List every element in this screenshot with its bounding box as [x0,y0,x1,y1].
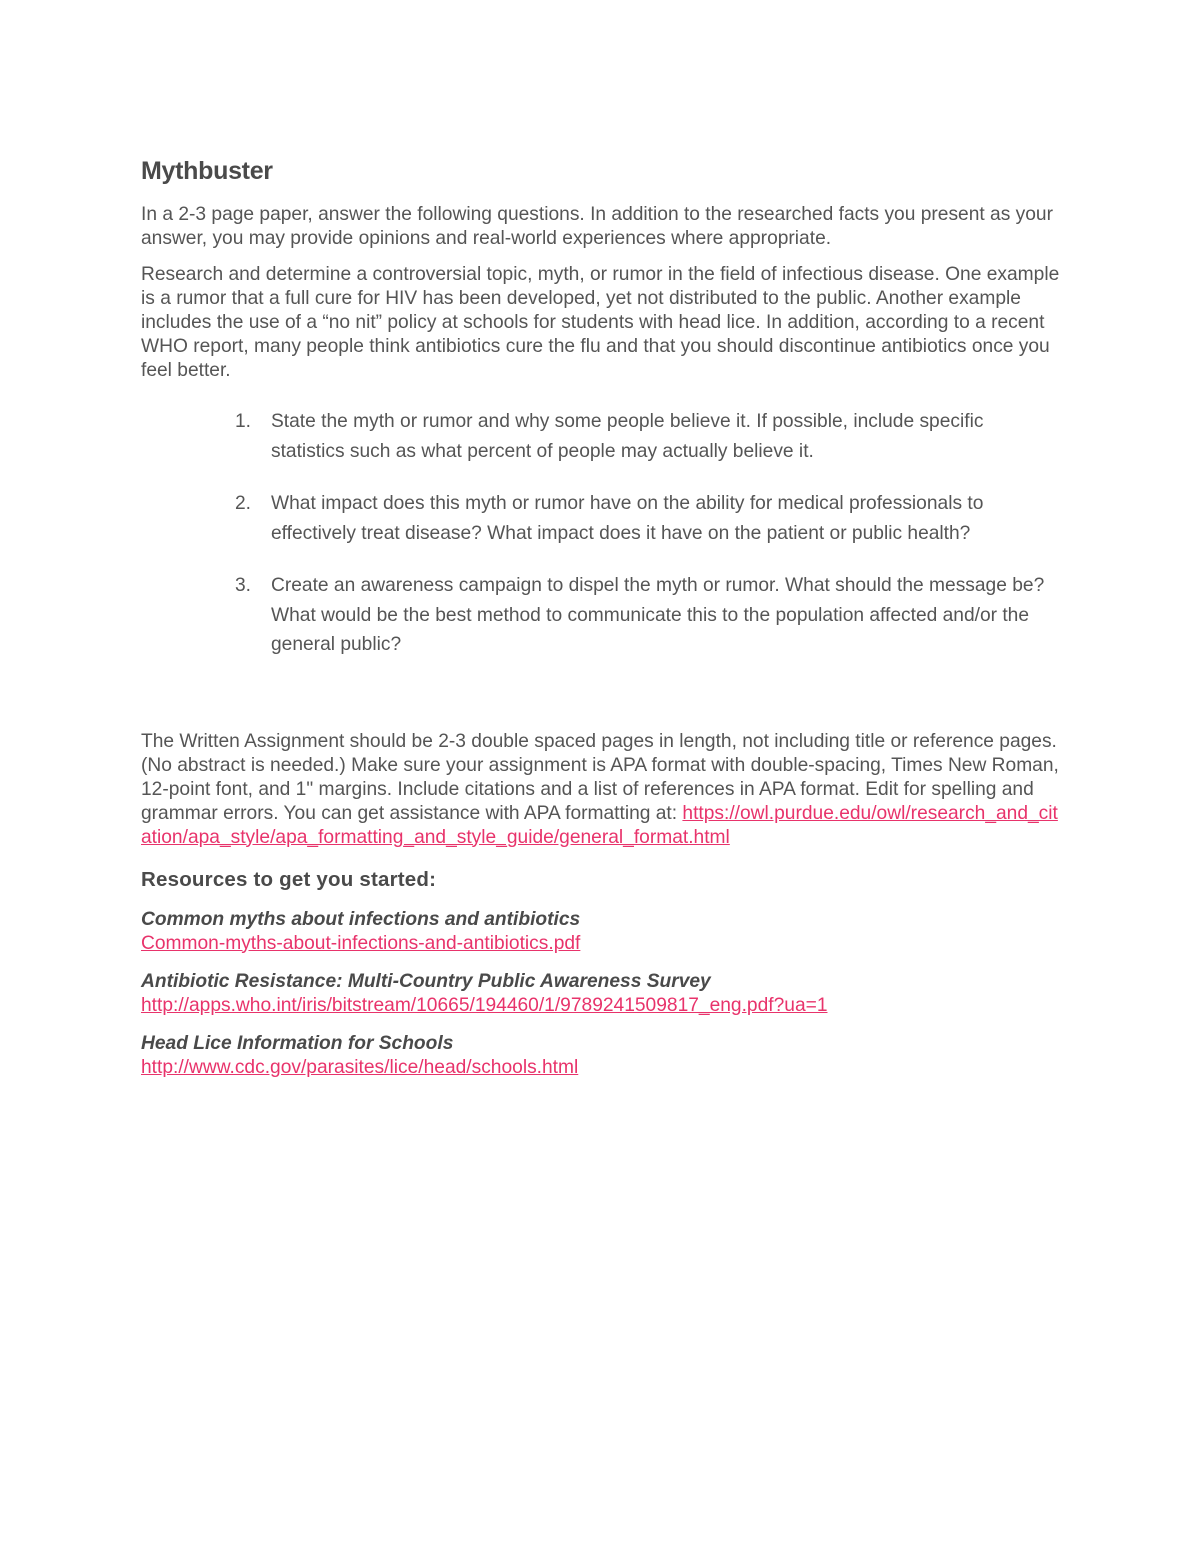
resource-link[interactable]: http://www.cdc.gov/parasites/lice/head/schools.html [141,1056,579,1078]
resource-title: Antibiotic Resistance: Multi-Country Public Awareness Survey [141,970,711,992]
resource-title: Common myths about infections and antibiotics [141,908,581,930]
resource-link[interactable]: Common-myths-about-infections-and-antibiotics.pdf [141,932,581,954]
page-title: Mythbuster [141,157,273,185]
written-assignment-paragraph [141,730,1061,850]
questions-list [141,407,1061,660]
document-page [141,154,1061,1094]
list-item-text: What impact does this myth or rumor have on the ability for medical professionals to effectively treat disease? What impact does it have on the patient or public health? [271,493,984,544]
written-assignment-text: The Written Assignment should be 2-3 double spaced pages in length, not including title or reference pages. (No abstract is needed.) Make sure your assignment is APA format with double-spacing, Times New Roman, 12-point font, and 1" margins. Include citations and a list of references in APA format. Edit for spelling and grammar errors. You can get assistance with APA formatting at: [141,730,1059,824]
list-number: 2. [235,493,252,514]
resource-item [141,908,1061,956]
resources-heading: Resources to get you started: [141,867,437,891]
apa-formatting-link[interactable]: https://owl.purdue.edu/owl/research_and_citation/apa_style/apa_formatting_and_style_guide/general_format.html [141,802,1058,848]
list-item [235,489,1061,548]
resource-title: Head Lice Information for Schools [141,1032,454,1054]
resource-item [141,1032,1061,1080]
research-paragraph: Research and determine a controversial topic, myth, or rumor in the field of infectious disease. One example is a rumor that a full cure for HIV has been developed, yet not distributed to the public. Another example includes the use of a “no nit” policy at schools for students with head lice. In addition, according to a recent WHO report, many people think antibiotics cure the flu and that you should discontinue antibiotics once you feel better. [141,264,1060,381]
list-item [235,571,1061,660]
resource-link[interactable]: http://apps.who.int/iris/bitstream/10665/194460/1/9789241509817_eng.pdf?ua=1 [141,994,828,1016]
resource-item [141,970,1061,1018]
list-item [235,407,1061,466]
list-item-text: Create an awareness campaign to dispel the myth or rumor. What should the message be? What would be the best method to communicate this to the population affected and/or the general public? [271,575,1045,655]
list-number: 1. [235,411,252,432]
intro-paragraph: In a 2-3 page paper, answer the following questions. In addition to the researched facts you present as your answer, you may provide opinions and real-world experiences where appropriate. [141,204,1053,249]
list-item-text: State the myth or rumor and why some people believe it. If possible, include specific statistics such as what percent of people may actually believe it. [271,411,984,462]
list-number: 3. [235,575,252,596]
